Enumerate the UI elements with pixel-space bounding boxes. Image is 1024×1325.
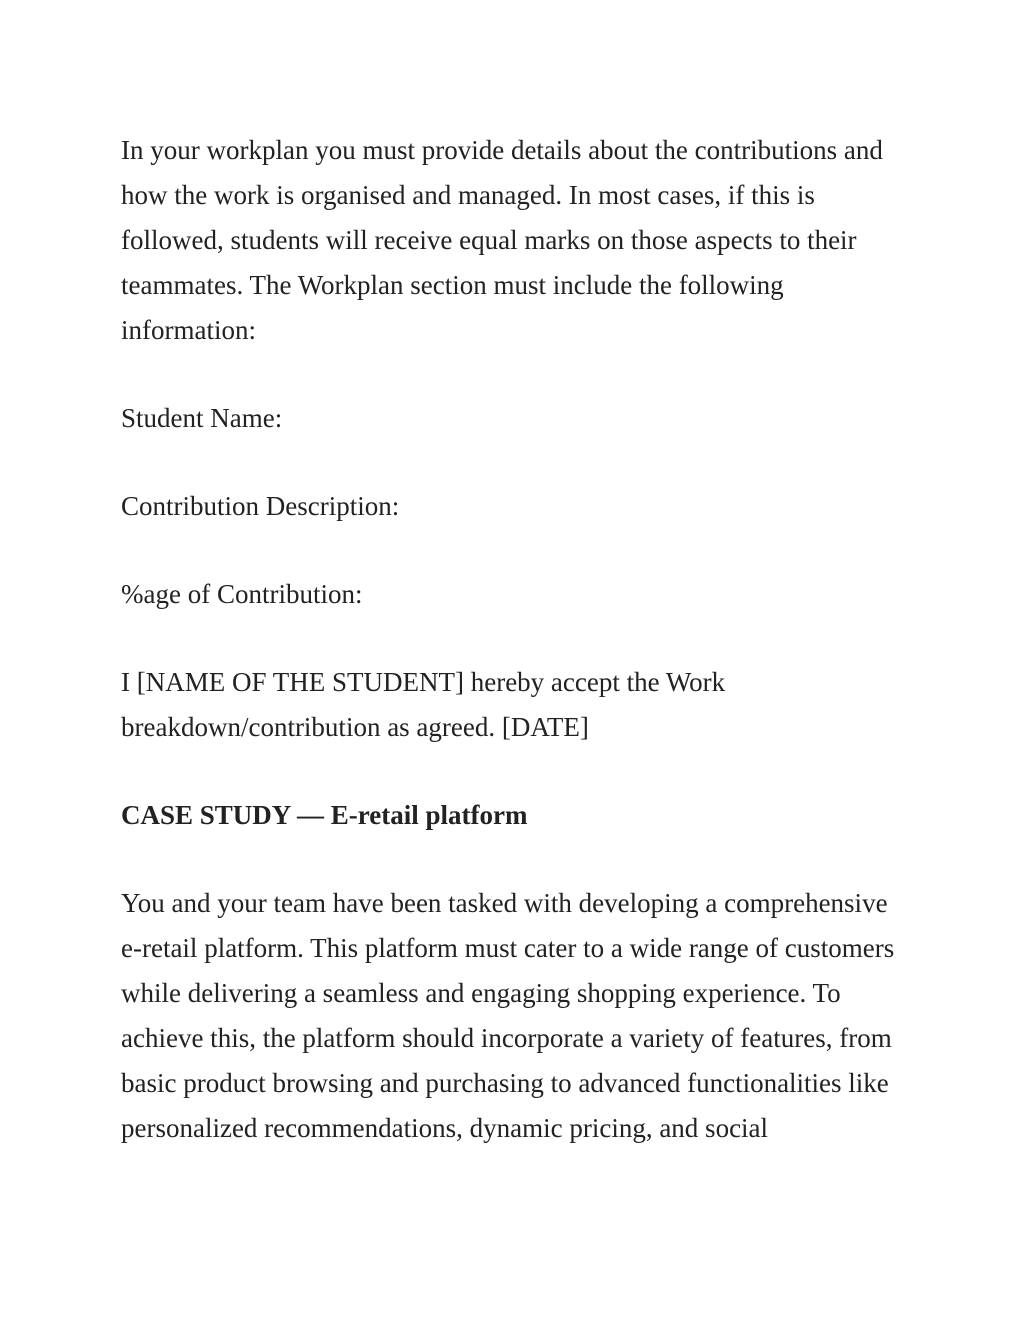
intro-paragraph: In your workplan you must provide details about the contributions and how the work is organised and managed. In most cases, if this is followed, students will receive equal marks on those aspects to their teammates. The Workplan section must include the following information: (121, 135, 883, 345)
student-name-field-label: Student Name: (121, 403, 283, 433)
contribution-description-field-label: Contribution Description: (121, 491, 400, 521)
case-study-paragraph: You and your team have been tasked with developing a comprehensive e-retail platform. This platform must cater to a wide range of customers while delivering a seamless and engaging shopping experience. To achieve this, the platform should incorporate a variety of features, from basic product browsing and purchasing to advanced functionalities like personalized recommendations, dynamic pricing, and social (121, 888, 895, 1143)
contribution-percentage-field-label: %age of Contribution: (121, 579, 363, 609)
case-study-heading: CASE STUDY — E-retail platform (121, 800, 528, 830)
document-page (121, 128, 911, 1151)
acceptance-statement: I [NAME OF THE STUDENT] hereby accept the Work breakdown/contribution as agreed. [DATE] (121, 667, 726, 742)
